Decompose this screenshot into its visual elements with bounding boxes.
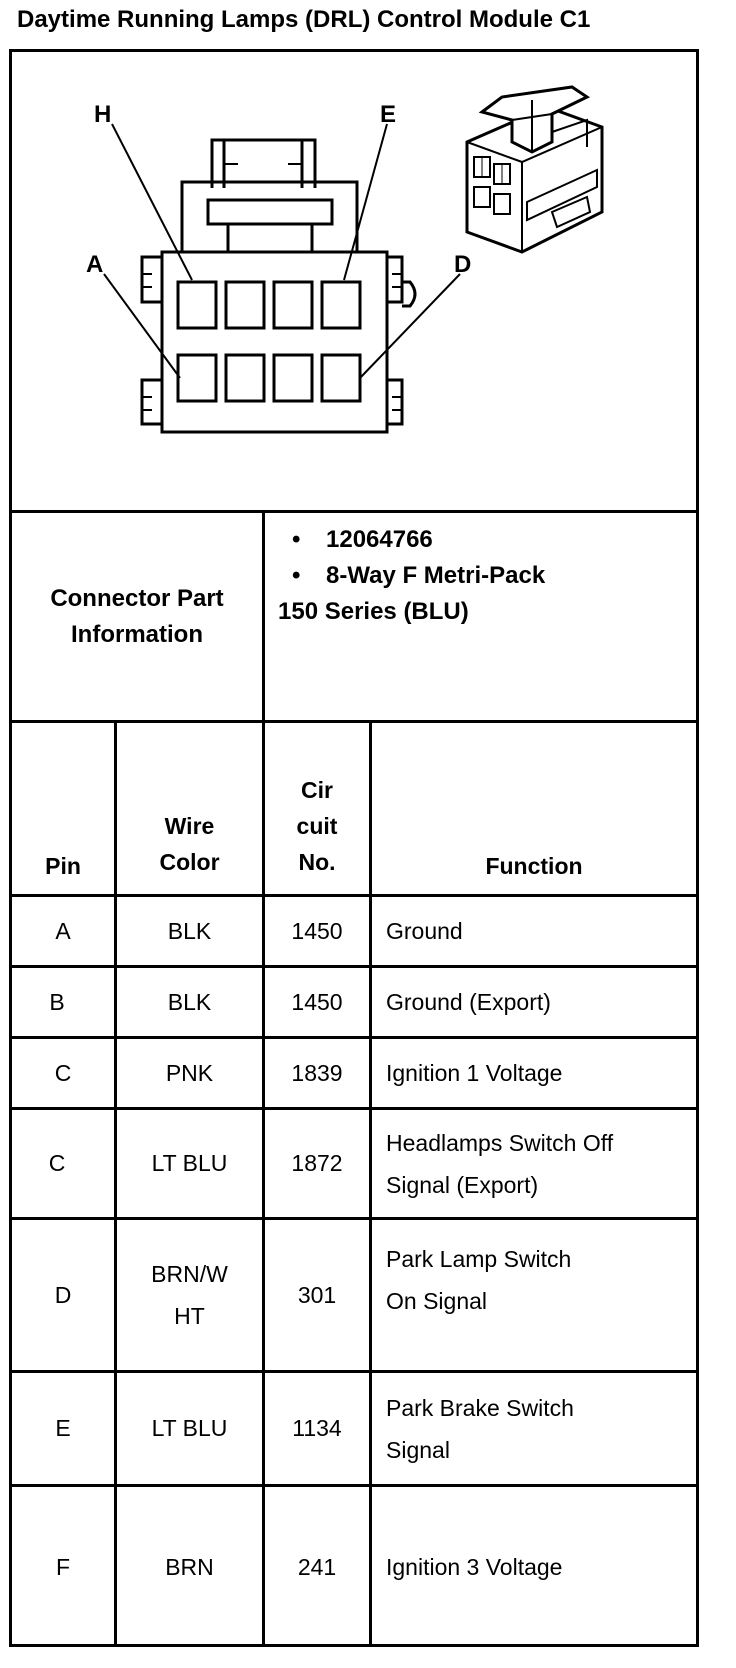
connector-part-info-label	[12, 513, 262, 720]
header-function	[372, 723, 696, 894]
table-row-circuit: 241	[297, 1553, 337, 1580]
part-number: 12064766	[326, 526, 433, 553]
table-row-pin: E	[55, 1415, 71, 1441]
table-row-circuit: 1450	[291, 988, 343, 1015]
table-row-function: Park Lamp Switch On Signal	[386, 1246, 572, 1314]
table-row-function: Ignition 3 Voltage	[386, 1553, 563, 1580]
table-row-pin: C	[48, 1150, 66, 1176]
list-item: • 12064766	[292, 526, 433, 553]
table-row-pin: A	[55, 917, 71, 944]
header-wire-color	[117, 723, 262, 894]
header-wire-color-text: Wire Color	[159, 813, 220, 875]
table-row-pin: B	[49, 988, 65, 1015]
table-row-wire: LT BLU	[151, 1150, 228, 1176]
header-circuit-no	[265, 723, 369, 894]
header-pin	[12, 723, 114, 894]
pin-a-label: A	[86, 251, 104, 278]
table-row-wire: PNK	[165, 1059, 214, 1086]
pin-d-label: D	[454, 251, 472, 278]
table-row-pin: D	[54, 1281, 72, 1308]
table-row-circuit: 1872	[291, 1150, 343, 1176]
table-row-wire: BLK	[167, 917, 212, 944]
connector-diagram	[12, 52, 696, 552]
table-row-circuit: 1839	[291, 1059, 343, 1086]
table-row-wire: BLK	[167, 988, 212, 1015]
connector-table-frame	[9, 49, 699, 1647]
table-row-function: Ground (Export)	[386, 988, 551, 1015]
connector-series: 150 Series (BLU)	[278, 598, 469, 625]
header-circuit-no-text: Cir cuit No.	[296, 777, 338, 875]
page-title: Daytime Running Lamps (DRL) Control Module C1	[17, 6, 591, 33]
connector-face-drawing	[12, 52, 696, 552]
table-row-function: Headlamps Switch Off Signal (Export)	[386, 1129, 614, 1198]
table-row-wire: LT BLU	[151, 1415, 228, 1441]
table-row-pin: F	[55, 1553, 71, 1580]
table-row-function: Ignition 1 Voltage	[386, 1059, 563, 1086]
pin-h-label: H	[94, 101, 112, 128]
table-row-circuit: 1134	[292, 1415, 342, 1441]
table-row-circuit: 301	[297, 1281, 337, 1308]
table-row-function: Ground	[386, 917, 463, 944]
header-pin-text: Pin	[45, 853, 81, 879]
connector-part-info-text: Connector Part Information	[50, 584, 224, 648]
list-item: • 8-Way F Metri-Pack	[292, 562, 546, 589]
table-row-circuit: 1450	[291, 917, 343, 944]
table-row-wire: BRN/W HT	[151, 1261, 228, 1329]
connector-type: 8-Way F Metri-Pack	[326, 562, 546, 589]
connector-part-info-list	[274, 522, 545, 630]
header-function-text: Function	[485, 853, 583, 879]
table-row-wire: BRN	[165, 1553, 214, 1580]
table-row-pin: C	[54, 1059, 72, 1086]
table-row-function: Park Brake Switch Signal	[386, 1394, 574, 1463]
pin-e-label: E	[380, 101, 397, 128]
connector-iso-illustration	[467, 87, 602, 252]
